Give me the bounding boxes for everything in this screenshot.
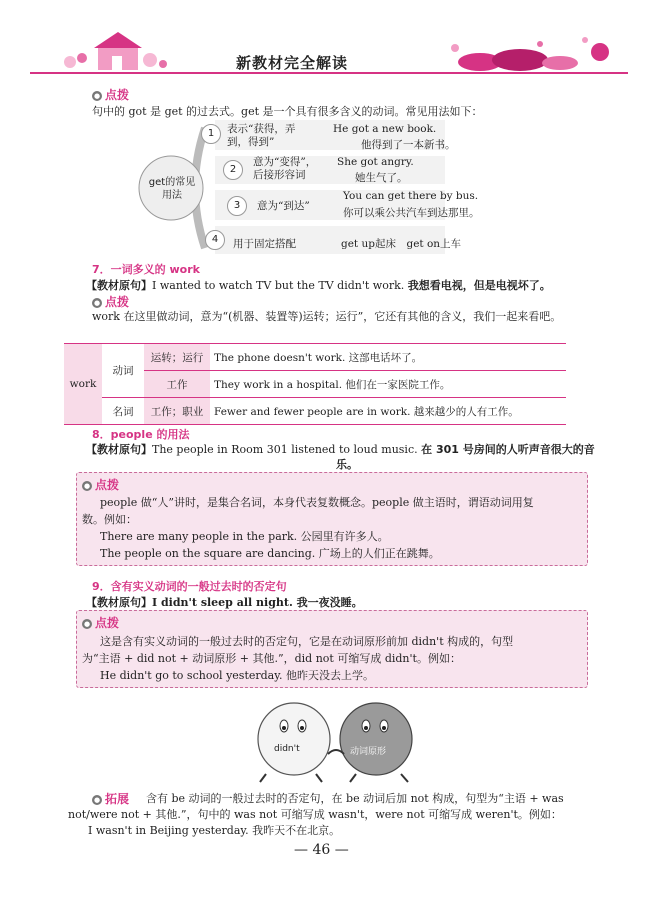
section8-tip-line1: people 做“人”讲时，是集合名词，本身代表复数概念。people 做主语时，谓语动词用复	[100, 496, 534, 509]
section8-tip-heading: ● 点拨	[83, 478, 120, 492]
ball-left-label: didn't	[274, 744, 300, 754]
table-row	[64, 344, 566, 371]
section7-title: 7．一词多义的 work	[92, 263, 200, 276]
extend-line1: 含有 be 动词的一般过去时的否定句，在 be 动词后加 not 构成，句型为“主语 + was	[146, 792, 564, 805]
item-example-zh: 她生气了。	[355, 172, 408, 184]
item-example-en: She got angry.	[337, 156, 414, 168]
section9-title: 9．含有实义动词的一般过去时的否定句	[92, 580, 287, 593]
item-example-en: He got a new book.	[333, 123, 437, 135]
bullet-icon: ●	[83, 619, 91, 628]
section9-tip-line1: 这是含有实义动词的一般过去时的否定句，它是在动词原形前加 didn't 构成的，句型	[100, 635, 514, 648]
item-example-en: get up起床 get on上车	[341, 238, 462, 250]
diagram-center-label: get的常见用法	[148, 177, 196, 201]
table-row	[64, 398, 566, 425]
section8-example1: There are many people in the park. 公园里有许多人。	[100, 530, 389, 543]
table-example: They work in a hospital. 他们在一家医院工作。	[210, 371, 566, 398]
ball-right-label: 动词原形	[350, 747, 387, 757]
table-meaning: 工作	[144, 371, 210, 398]
item-example-zh: 他得到了一本新书。	[361, 139, 456, 151]
item-number: 4	[205, 230, 225, 250]
section8-title: 8．people 的用法	[92, 428, 190, 441]
item-example-en: You can get there by bus.	[343, 190, 479, 202]
table-meaning: 工作；职业	[144, 398, 210, 425]
bullet-icon: ●	[93, 91, 101, 100]
section9-tip-line2: 为“主语 + did not + 动词原形 + 其他.”，did not 可缩写成 didn't。例如：	[82, 652, 461, 665]
section8-original: 【教材原句】The people in Room 301 listened to loud music. 在 301 号房间的人听声音很大的音	[86, 443, 595, 456]
item-number: 2	[223, 160, 243, 180]
header-title: 新教材完全解读	[236, 54, 349, 72]
item-meaning: 用于固定搭配	[233, 238, 296, 250]
section7-tip-text: work 在这里做动词，意为“(机器、装置等)运转；运行”，它还有其他的含义，我们一起来看吧。	[92, 310, 562, 323]
item-meaning: 意为“变得”，后接形容词	[253, 156, 317, 181]
table-meaning: 运转；运行	[144, 344, 210, 371]
item-meaning: 意为“到达”	[257, 200, 310, 212]
extend-example1: I wasn't in Beijing yesterday. 我昨天不在北京。	[88, 824, 341, 837]
table-example: The phone doesn't work. 这部电话坏了。	[210, 344, 566, 371]
item-example-zh: 你可以乘公共汽车到达那里。	[343, 207, 480, 219]
extend-line2: not/were not + 其他.”，句中的 was not 可缩写成 wasn't，were not 可缩写成 weren't。例如：	[68, 808, 562, 821]
item-number: 3	[227, 196, 247, 216]
get-usage-diagram	[135, 118, 525, 258]
item-meaning: 表示“获得，弄到，得到”	[227, 123, 296, 148]
tip1-heading: ● 点拨	[93, 88, 130, 102]
extend-heading: ● 拓展	[93, 792, 130, 806]
section8-tip-line2: 数。例如：	[82, 513, 137, 526]
bullet-icon: ●	[93, 795, 101, 804]
didnt-illustration	[236, 694, 436, 784]
table-example: Fewer and fewer people are in work. 越来越少的人有工作。	[210, 398, 566, 425]
section8-original-cont: 乐。	[336, 458, 358, 471]
section7-tip-heading: ● 点拨	[93, 295, 130, 309]
section9-example1: He didn't go to school yesterday. 他昨天没去上学。	[100, 669, 374, 682]
bullet-icon: ●	[83, 481, 91, 490]
table-pos-verb: 动词	[102, 344, 144, 398]
work-meaning-table	[64, 343, 566, 425]
tip1-text: 句中的 got 是 get 的过去式。get 是一个具有很多含义的动词。常见用法如下：	[92, 105, 483, 118]
section9-tip-heading: ● 点拨	[83, 616, 120, 630]
section9-original: 【教材原句】I didn't sleep all night. 我一夜没睡。	[86, 596, 363, 609]
cartoon-balls	[236, 694, 436, 784]
table-word: work	[64, 344, 102, 425]
item-number: 1	[201, 124, 221, 144]
page-header	[0, 0, 658, 80]
page-number: — 46 —	[294, 842, 349, 858]
table-pos-noun: 名词	[102, 398, 144, 425]
section8-example2: The people on the square are dancing. 广场上的人们正在跳舞。	[100, 547, 440, 560]
bullet-icon: ●	[93, 298, 101, 307]
section7-original: 【教材原句】I wanted to watch TV but the TV didn't work. 我想看电视，但是电视坏了。	[86, 279, 551, 292]
